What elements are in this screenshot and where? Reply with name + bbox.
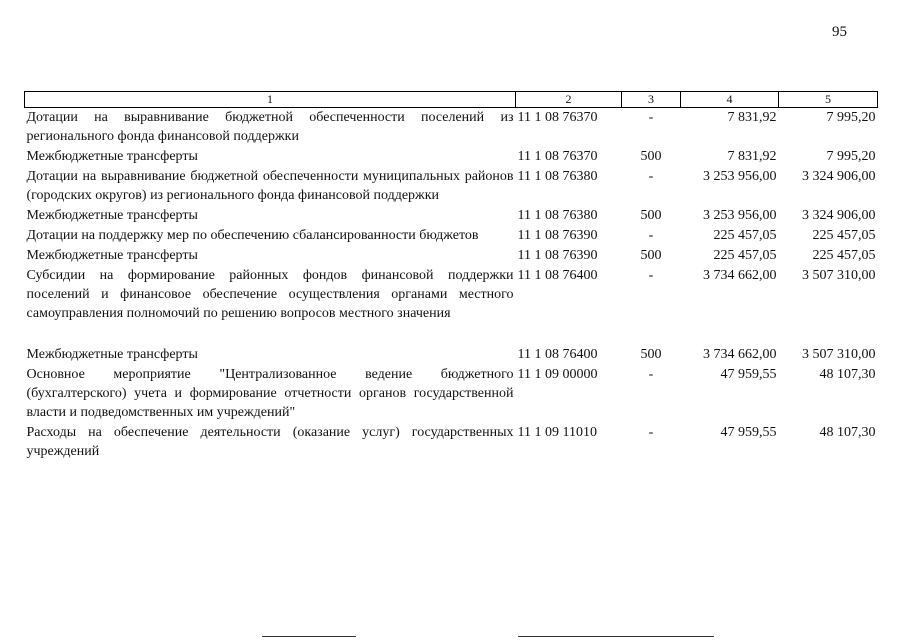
row-description: Дотации на выравнивание бюджетной обеспеченности поселений из регионального фонда финансовой поддержки bbox=[26, 110, 514, 144]
table-row bbox=[25, 167, 878, 206]
row-value-2: 3 507 310,00 bbox=[802, 268, 876, 283]
row-value-2: 3 324 906,00 bbox=[802, 208, 876, 223]
footer-rule-right bbox=[518, 636, 714, 637]
row-code: 11 1 08 76380 bbox=[517, 208, 598, 223]
row-value-1: 225 457,05 bbox=[713, 228, 777, 243]
row-value-2: 225 457,05 bbox=[812, 248, 876, 263]
row-code: 11 1 08 76370 bbox=[517, 149, 598, 164]
row-code: 11 1 08 76400 bbox=[517, 347, 598, 362]
row-code: 11 1 08 76390 bbox=[517, 248, 598, 263]
row-expense-type: - bbox=[648, 268, 654, 283]
row-description: Межбюджетные трансферты bbox=[26, 347, 198, 362]
table-header-row bbox=[25, 92, 878, 108]
row-description: Субсидии на формирование районных фондов финансовой поддержки поселений и финансовое обеспечение осуществления органами местного самоуправления полномочий по решению вопросов местного значения bbox=[26, 268, 514, 321]
table-row bbox=[25, 147, 878, 167]
row-expense-type: - bbox=[648, 425, 654, 440]
row-description: Основное мероприятие "Централизованное ведение бюджетного (бухгалтерского) учета и формирование отчетности органов государственной власти и подведомственных им учреждений" bbox=[26, 367, 514, 420]
row-value-2: 7 995,20 bbox=[826, 110, 876, 125]
row-code: 11 1 09 00000 bbox=[517, 367, 598, 382]
row-value-1: 3 253 956,00 bbox=[703, 208, 777, 223]
table-row bbox=[25, 246, 878, 266]
row-code: 11 1 09 11010 bbox=[517, 425, 597, 440]
page-number: 95 bbox=[832, 24, 847, 40]
row-value-2: 225 457,05 bbox=[812, 228, 876, 243]
column-header-description: 1 bbox=[25, 92, 516, 108]
column-header-type: 3 bbox=[622, 92, 681, 108]
table-row bbox=[25, 108, 878, 148]
row-value-1: 47 959,55 bbox=[720, 367, 777, 382]
column-header-value-2: 5 bbox=[779, 92, 878, 108]
row-value-1: 3 253 956,00 bbox=[703, 169, 777, 184]
row-value-1: 3 734 662,00 bbox=[703, 347, 777, 362]
table-row bbox=[25, 266, 878, 324]
table-row bbox=[25, 365, 878, 423]
row-description: Дотации на поддержку мер по обеспечению сбалансированности бюджетов bbox=[26, 228, 479, 243]
row-value-1: 7 831,92 bbox=[727, 110, 777, 125]
row-expense-type: - bbox=[648, 367, 654, 382]
row-description: Дотации на выравнивание бюджетной обеспеченности муниципальных районов (городских округов) из регионального фонда финансовой поддержки bbox=[26, 169, 514, 203]
row-value-1: 225 457,05 bbox=[713, 248, 777, 263]
row-description: Межбюджетные трансферты bbox=[26, 149, 198, 164]
row-value-2: 3 324 906,00 bbox=[802, 169, 876, 184]
table-row bbox=[25, 423, 878, 462]
row-value-2: 3 507 310,00 bbox=[802, 347, 876, 362]
row-expense-type: - bbox=[648, 169, 654, 184]
footer-rule-left bbox=[262, 636, 356, 637]
row-value-1: 3 734 662,00 bbox=[703, 268, 777, 283]
column-header-value-1: 4 bbox=[681, 92, 779, 108]
row-description: Межбюджетные трансферты bbox=[26, 248, 198, 263]
budget-table bbox=[24, 91, 878, 462]
table-row bbox=[25, 226, 878, 246]
row-code: 11 1 08 76380 bbox=[517, 169, 598, 184]
row-expense-type: - bbox=[648, 110, 654, 125]
row-expense-type: 500 bbox=[640, 347, 662, 362]
table-row bbox=[25, 206, 878, 226]
row-value-1: 7 831,92 bbox=[727, 149, 777, 164]
column-header-code: 2 bbox=[516, 92, 622, 108]
row-code: 11 1 08 76390 bbox=[517, 228, 598, 243]
row-value-2: 48 107,30 bbox=[819, 425, 876, 440]
row-expense-type: 500 bbox=[640, 208, 662, 223]
row-code: 11 1 08 76370 bbox=[517, 110, 598, 125]
table-row bbox=[25, 345, 878, 365]
row-spacer bbox=[25, 324, 878, 345]
row-value-1: 47 959,55 bbox=[720, 425, 777, 440]
row-expense-type: 500 bbox=[640, 149, 662, 164]
row-description: Расходы на обеспечение деятельности (оказание услуг) государственных учреждений bbox=[26, 425, 514, 459]
row-expense-type: 500 bbox=[640, 248, 662, 263]
row-expense-type: - bbox=[648, 228, 654, 243]
row-value-2: 7 995,20 bbox=[826, 149, 876, 164]
row-code: 11 1 08 76400 bbox=[517, 268, 598, 283]
row-description: Межбюджетные трансферты bbox=[26, 208, 198, 223]
row-value-2: 48 107,30 bbox=[819, 367, 876, 382]
table-body bbox=[25, 108, 878, 463]
